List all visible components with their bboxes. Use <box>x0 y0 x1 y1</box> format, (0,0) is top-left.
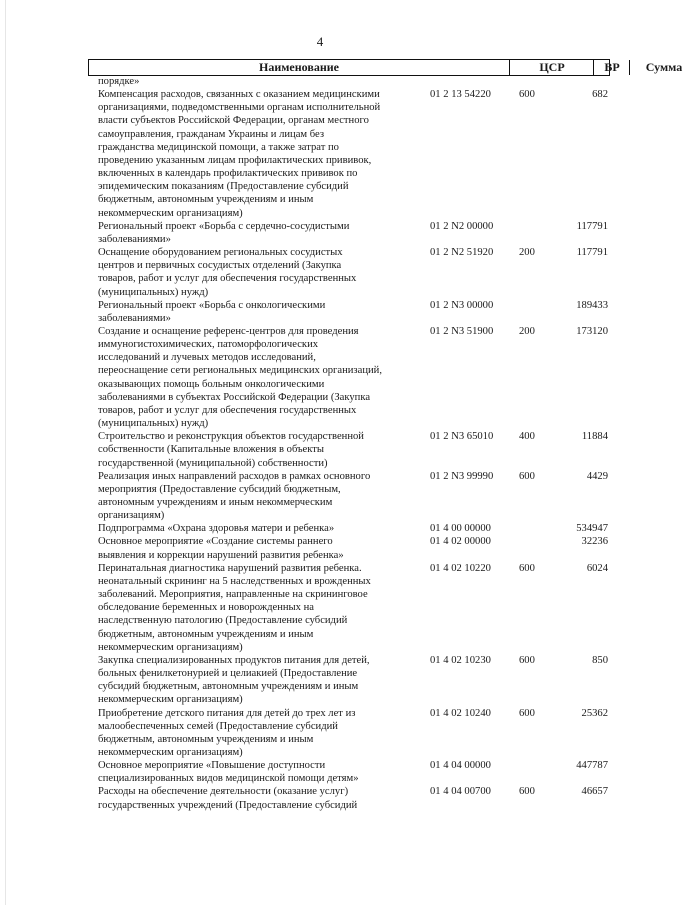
row-name: Закупка специализированных продуктов питания для детей, больных фенилкетонурией и целиакией (Предоставление субсидий бюджетным, автономным учреждениям и иным некоммерческим организациям) <box>98 654 370 706</box>
row-sum: 682 <box>592 89 608 101</box>
table-row <box>98 325 616 430</box>
row-sum: 117791 <box>576 220 608 232</box>
row-vr: 600 <box>519 562 535 574</box>
row-vr: 600 <box>519 89 535 101</box>
row-name: Оснащение оборудованием региональных сосудистых центров и первичных сосудистых отделений (Закупка товаров, работ и услуг для обеспечения государственных (муниципальных) нужд) <box>98 247 357 298</box>
table-row <box>98 759 616 785</box>
row-sum: 534947 <box>576 523 608 535</box>
row-csr: 01 4 02 10240 <box>430 707 491 719</box>
row-csr: 01 4 04 00700 <box>430 786 491 798</box>
row-name: Строительство и реконструкция объектов государственной собственности (Капитальные вложения в объекты государственной (муниципальной) собственности) <box>98 431 364 469</box>
table-row <box>98 470 616 523</box>
table-header <box>88 59 683 76</box>
row-name: Региональный проект «Борьба с сердечно-сосудистыми заболеваниями» <box>98 220 350 245</box>
row-csr: 01 4 02 10220 <box>430 562 491 574</box>
row-csr: 01 2 N2 51920 <box>430 247 494 259</box>
header-sum: Сумма <box>629 60 698 75</box>
row-name: Основное мероприятие «Повышение доступности специализированных видов медицинской помощи детям» <box>98 760 359 785</box>
row-vr: 200 <box>519 325 535 337</box>
row-vr: 400 <box>519 431 535 443</box>
row-sum: 25362 <box>581 707 608 719</box>
row-name: Региональный проект «Борьба с онкологическими заболеваниями» <box>98 299 326 324</box>
row-csr: 01 4 02 10230 <box>430 654 491 666</box>
row-name: Компенсация расходов, связанных с оказанием медицинскими организациями, подведомственными органам исполнительной власти субъектов Российской Федерации, органам местного самоуправления, гражданам Украины и лицам без гражданства медицинской помощи, а также затрат по проведению указанным лицам профилактических прививок, включенных в календарь профилактических прививок по эпидемическим показаниям (Предоставление субсидий бюджетным, автономным учреждениям и иным некоммерческим организациям) <box>98 89 381 219</box>
row-csr: 01 4 00 00000 <box>430 523 491 535</box>
row-csr: 01 4 02 00000 <box>430 536 491 548</box>
row-name: Приобретение детского питания для детей до трех лет из малообеспеченных семей (Предоставление субсидий бюджетным, автономным учреждениям и иным некоммерческим организациям) <box>98 707 356 758</box>
table-row <box>98 654 616 707</box>
row-csr: 01 4 04 00000 <box>430 760 491 772</box>
row-csr: 01 2 13 54220 <box>430 89 491 101</box>
table-row <box>98 88 616 220</box>
page-number: 4 <box>316 34 324 49</box>
scan-edge <box>5 0 6 905</box>
row-csr: 01 2 N3 51900 <box>430 325 494 337</box>
row-name: Основное мероприятие «Создание системы раннего выявления и коррекции нарушений развития ребенка» <box>98 536 344 561</box>
header-name: Наименование <box>259 60 339 74</box>
table-row <box>98 535 616 561</box>
table-row <box>98 430 616 469</box>
header-csr: ЦСР <box>509 60 594 75</box>
row-csr: 01 2 N2 00000 <box>430 220 494 232</box>
row-sum: 6024 <box>586 562 608 574</box>
table-row <box>98 707 616 760</box>
row-sum: 117791 <box>576 247 608 259</box>
row-vr: 200 <box>519 247 535 259</box>
row-csr: 01 2 N3 65010 <box>430 431 494 443</box>
row-vr: 600 <box>519 707 535 719</box>
row-csr: 01 2 N3 99990 <box>430 470 494 482</box>
row-name: Создание и оснащение референс-центров для проведения иммуногистохимических, патоморфологических исследований и лучевых методов исследований, переоснащение сети региональных медицинских организаций, оказывающих помощь больным онкологическими заболеваниями в субъектах Российской Федерации (Закупка товаров, работ и услуг для обеспечения государственных (муниципальных) нужд) <box>98 325 382 430</box>
row-csr: 01 2 N3 00000 <box>430 299 494 311</box>
table-row <box>98 246 616 299</box>
row-vr: 600 <box>519 470 535 482</box>
row-sum: 173120 <box>576 325 608 337</box>
row-name: порядке» <box>98 76 140 87</box>
row-vr: 600 <box>519 654 535 666</box>
row-name: Подпрограмма «Охрана здоровья матери и ребенка» <box>98 523 335 535</box>
row-sum: 850 <box>592 654 608 666</box>
row-sum: 189433 <box>576 299 608 311</box>
table-row <box>98 522 616 535</box>
table-row <box>98 562 616 654</box>
row-sum: 4429 <box>586 470 608 482</box>
row-vr: 600 <box>519 786 535 798</box>
table-row <box>98 299 616 325</box>
header-vr: ВР <box>593 60 630 75</box>
row-sum: 32236 <box>581 536 608 548</box>
row-name: Расходы на обеспечение деятельности (оказание услуг) государственных учреждений (Предоставление субсидий <box>98 786 358 811</box>
row-sum: 11884 <box>581 431 608 443</box>
row-name: Реализация иных направлений расходов в рамках основного мероприятия (Предоставление субсидий бюджетным, автономным учреждениям и иным некоммерческим организациям) <box>98 470 371 522</box>
table-row <box>98 220 616 246</box>
table-row <box>98 75 616 88</box>
table-body <box>98 75 616 812</box>
row-name: Перинатальная диагностика нарушений развития ребенка. неонатальный скрининг на 5 наследственных и врожденных заболеваний. Мероприятия, направленные на скрининговое обследование беременных и новорожденных на наследственную патологию (Предоставление субсидий бюджетным, автономным учреждениям и иным некоммерческим организациям) <box>98 562 371 653</box>
row-sum: 46657 <box>581 786 608 798</box>
row-sum: 447787 <box>576 760 608 772</box>
table-row <box>98 785 616 811</box>
